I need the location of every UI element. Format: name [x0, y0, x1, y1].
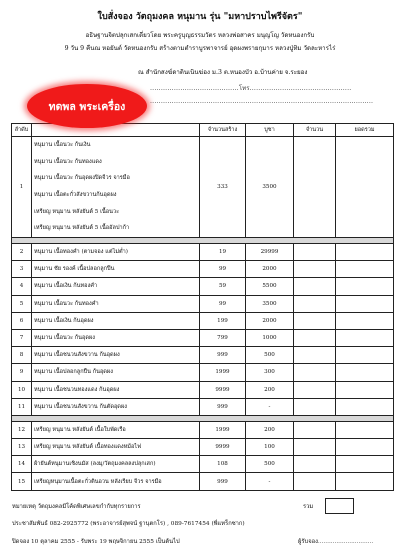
- row-item: เหรียญ หนุมาน หลังยันต์ เนื้อใบพัดเรือ: [32, 421, 200, 438]
- blessing-line: อธิษฐานจิตปลุกเสกเดี่ยวโดย พระครูบุญธรรมวัตร หลวงพ่อสาคร มนุญโญ วัดหนองกรับ: [85, 32, 315, 39]
- row-order-qty-cell[interactable]: [294, 473, 336, 490]
- row-order-qty-cell[interactable]: [294, 295, 336, 312]
- row-price: 5500: [246, 278, 294, 295]
- location-line: [138, 67, 307, 77]
- row-price: 3500: [246, 295, 294, 312]
- row-qty-made: 59: [200, 278, 246, 295]
- row-item: หนุมาน เนื้อชนวนสังขวาน ก้นอุดผง: [32, 347, 200, 364]
- footer-note: หมายเหตุ วัตถุมงคลมีโค้ดพิเศษเลขกำกับทุกรายการ: [12, 504, 141, 510]
- row-price: 3500: [246, 137, 294, 238]
- row-item: เหรียญ หนุมาน หลังยันต์ เนื้อทองแดงหม้อไฟ: [32, 439, 200, 456]
- row-number: 9: [12, 364, 32, 381]
- row-qty-made: 9999: [200, 381, 246, 398]
- row-number: 10: [12, 381, 32, 398]
- row-total-cell[interactable]: [336, 347, 394, 364]
- row-total-cell[interactable]: [336, 456, 394, 473]
- row-price: 200: [246, 381, 294, 398]
- row-qty-made: 1999: [200, 421, 246, 438]
- header-total: ยอดรวม: [336, 124, 394, 137]
- row-item: ผ้ายันต์หนุมานเชิงนมัส (ลงมุ/วัตถุมงคลลงปลุกเสก): [32, 456, 200, 473]
- row-item-list: [32, 137, 200, 238]
- table-row: [12, 244, 394, 261]
- item-line: หนุมาน เนื้อตะกั่วสังขวานก้นอุดผง: [34, 192, 117, 198]
- document-title: ใบสั่งจอง วัตถุมงคล หนุมาน รุ่น "มหาปราบไพรีจัตร": [97, 12, 303, 22]
- row-qty-made: 1999: [200, 364, 246, 381]
- row-number: 1: [12, 137, 32, 238]
- row-qty-made: 333: [200, 137, 246, 238]
- row-total-cell[interactable]: [336, 244, 394, 261]
- row-qty-made: 999: [200, 347, 246, 364]
- row-total-cell[interactable]: [336, 261, 394, 278]
- row-item: หนุมาน เนื้อชนวนทองแดง ก้นอุดผง: [32, 381, 200, 398]
- table-row: [12, 421, 394, 438]
- location-text: ณ สำนักสงฆ์ดาดินเนินฆ่อง ม.3 ต.หนองบัว อ.บ้านค่าย จ.ระยอง: [138, 69, 308, 76]
- table-row: [12, 456, 394, 473]
- row-number: 14: [12, 456, 32, 473]
- contact-numbers: ประชาสัมพันธ์ 082-2925772 (พระอาจารย์สุพจน์ ฐานุตกโร) , 089-7617454 (พี่แทร็กซาก): [12, 521, 245, 527]
- header-order-qty: จำนวน: [294, 124, 336, 137]
- row-order-qty-cell[interactable]: [294, 329, 336, 346]
- table-row: [12, 278, 394, 295]
- row-order-qty-cell[interactable]: [294, 278, 336, 295]
- row-item: หนุมาน เนื้อชนวนสังขวาน ก้นตัดอุดผง: [32, 398, 200, 415]
- row-total-cell[interactable]: [336, 137, 394, 238]
- item-line: หนุมาน เนื้อนวะ ก้นเงิน: [34, 142, 91, 149]
- row-qty-made: 9999: [200, 439, 246, 456]
- row-total-cell[interactable]: [336, 278, 394, 295]
- row-price: 200: [246, 421, 294, 438]
- row-item: หนุมาน เนื้อปลอกลูกปืน ก้นอุดผง: [32, 364, 200, 381]
- item-line: หนุมาน เนื้อนวะ ก้นทองแดง: [34, 158, 102, 165]
- row-total-cell[interactable]: [336, 312, 394, 329]
- address-fill-line[interactable]: .......................................................................................................: [150, 98, 374, 105]
- row-number: 8: [12, 347, 32, 364]
- table-row: [12, 137, 394, 238]
- table-row: [12, 312, 394, 329]
- row-order-qty-cell[interactable]: [294, 398, 336, 415]
- row-total-cell[interactable]: [336, 329, 394, 346]
- booker-label: ผู้รับจอง: [298, 539, 318, 545]
- row-qty-made: 108: [200, 456, 246, 473]
- row-number: 3: [12, 261, 32, 278]
- row-order-qty-cell[interactable]: [294, 347, 336, 364]
- booker-signature-line[interactable]: ผู้รับจอง..............................: [298, 539, 374, 545]
- row-order-qty-cell[interactable]: [294, 381, 336, 398]
- booking-deadline: ปิดจอง 10 ตุลาคม 2555 - รับพระ 19 พฤษจิกายน 2555 เป็นต้นไป: [12, 539, 180, 545]
- order-table: [11, 123, 394, 491]
- table-row: [12, 261, 394, 278]
- seller-stamp: ทดพล พระเครื่อง: [27, 84, 147, 128]
- row-price: -: [246, 398, 294, 415]
- header-no: ลำดับ: [12, 124, 32, 137]
- row-number: 5: [12, 295, 32, 312]
- header-item: [32, 124, 200, 137]
- phone-label: โทร: [238, 85, 250, 92]
- row-qty-made: 999: [200, 473, 246, 490]
- table-row: [12, 329, 394, 346]
- row-order-qty-cell[interactable]: [294, 439, 336, 456]
- row-order-qty-cell[interactable]: [294, 244, 336, 261]
- table-row: [12, 295, 394, 312]
- table-row: [12, 439, 394, 456]
- row-order-qty-cell[interactable]: [294, 312, 336, 329]
- row-qty-made: 99: [200, 261, 246, 278]
- row-item: หนุมาน เนื้อทองคำ (ตามจอง แต่ไม่ต่ำ): [32, 244, 200, 261]
- row-qty-made: 99: [200, 295, 246, 312]
- item-line: เหรียญ หนุมาน หลังยันต์ 5 เนื้ออัลปาก้า: [34, 225, 130, 232]
- row-total-cell[interactable]: [336, 439, 394, 456]
- row-item: หนุมาน เนื้อเงิน ก้นทองคำ: [32, 278, 200, 295]
- row-item: หนุมาน เนื้อนวะ ก้นทองคำ: [32, 295, 200, 312]
- row-price: 300: [246, 364, 294, 381]
- header-qty-made: จำนวนสร้าง: [200, 124, 246, 137]
- row-number: 12: [12, 421, 32, 438]
- table-row: [12, 364, 394, 381]
- item-line: หนุมาน เนื้อนวะ ก้นอุดผงปิดจีวร จารมือ: [34, 175, 130, 182]
- row-qty-made: 999: [200, 398, 246, 415]
- row-item: หนุมาน ชัย รองค์ เนื้อปลอกลูกปืน: [32, 261, 200, 278]
- row-total-cell[interactable]: [336, 421, 394, 438]
- origin-line: 9 วัน 9 คืนณ หอยันต์ วัดหนองกรับ สร้างตามตำราบูรพาจารย์ อุดผงพรายกุมาร หลวงปู่ทิม วัดละหารไร่: [64, 45, 336, 52]
- header-price: บูชา: [246, 124, 294, 137]
- row-total-cell[interactable]: [336, 398, 394, 415]
- table-row: [12, 398, 394, 415]
- row-item: เหรียญหนุมานเนื้อตะกั่วตินอวน หลังเรียบ จีวร จารมือ: [32, 473, 200, 490]
- row-number: 4: [12, 278, 32, 295]
- row-price: 100: [246, 439, 294, 456]
- contact-line: .........................................โทร...............................................: [150, 85, 352, 92]
- item-line: เหรียญ หนุมาน หลังยันต์ 5 เนื้อนวะ: [34, 208, 120, 215]
- table-row: [12, 381, 394, 398]
- row-price: 500: [246, 347, 294, 364]
- row-order-qty-cell[interactable]: [294, 137, 336, 238]
- row-number: 2: [12, 244, 32, 261]
- row-total-cell[interactable]: [336, 381, 394, 398]
- row-item: หนุมาน เนื้อนวะ ก้นอุดผง: [32, 329, 200, 346]
- row-number: 7: [12, 329, 32, 346]
- row-number: 11: [12, 398, 32, 415]
- row-price: 29999: [246, 244, 294, 261]
- row-number: 15: [12, 473, 32, 490]
- row-total-cell[interactable]: [336, 295, 394, 312]
- row-order-qty-cell[interactable]: [294, 456, 336, 473]
- row-qty-made: 199: [200, 312, 246, 329]
- row-number: 6: [12, 312, 32, 329]
- row-number: 13: [12, 439, 32, 456]
- row-total-cell[interactable]: [336, 473, 394, 490]
- table-row: [12, 347, 394, 364]
- row-price: 1000: [246, 329, 294, 346]
- row-price: 2000: [246, 312, 294, 329]
- row-order-qty-cell[interactable]: [294, 421, 336, 438]
- row-item: หนุมาน เนื้อเงิน ก้นอุดผง: [32, 312, 200, 329]
- sum-label: รวม: [303, 504, 314, 510]
- table-row: [12, 473, 394, 490]
- sum-total-box[interactable]: [325, 498, 354, 514]
- row-order-qty-cell[interactable]: [294, 261, 336, 278]
- row-price: 500: [246, 456, 294, 473]
- row-price: -: [246, 473, 294, 490]
- row-order-qty-cell[interactable]: [294, 364, 336, 381]
- row-price: 2000: [246, 261, 294, 278]
- row-total-cell[interactable]: [336, 364, 394, 381]
- row-qty-made: 799: [200, 329, 246, 346]
- row-qty-made: 19: [200, 244, 246, 261]
